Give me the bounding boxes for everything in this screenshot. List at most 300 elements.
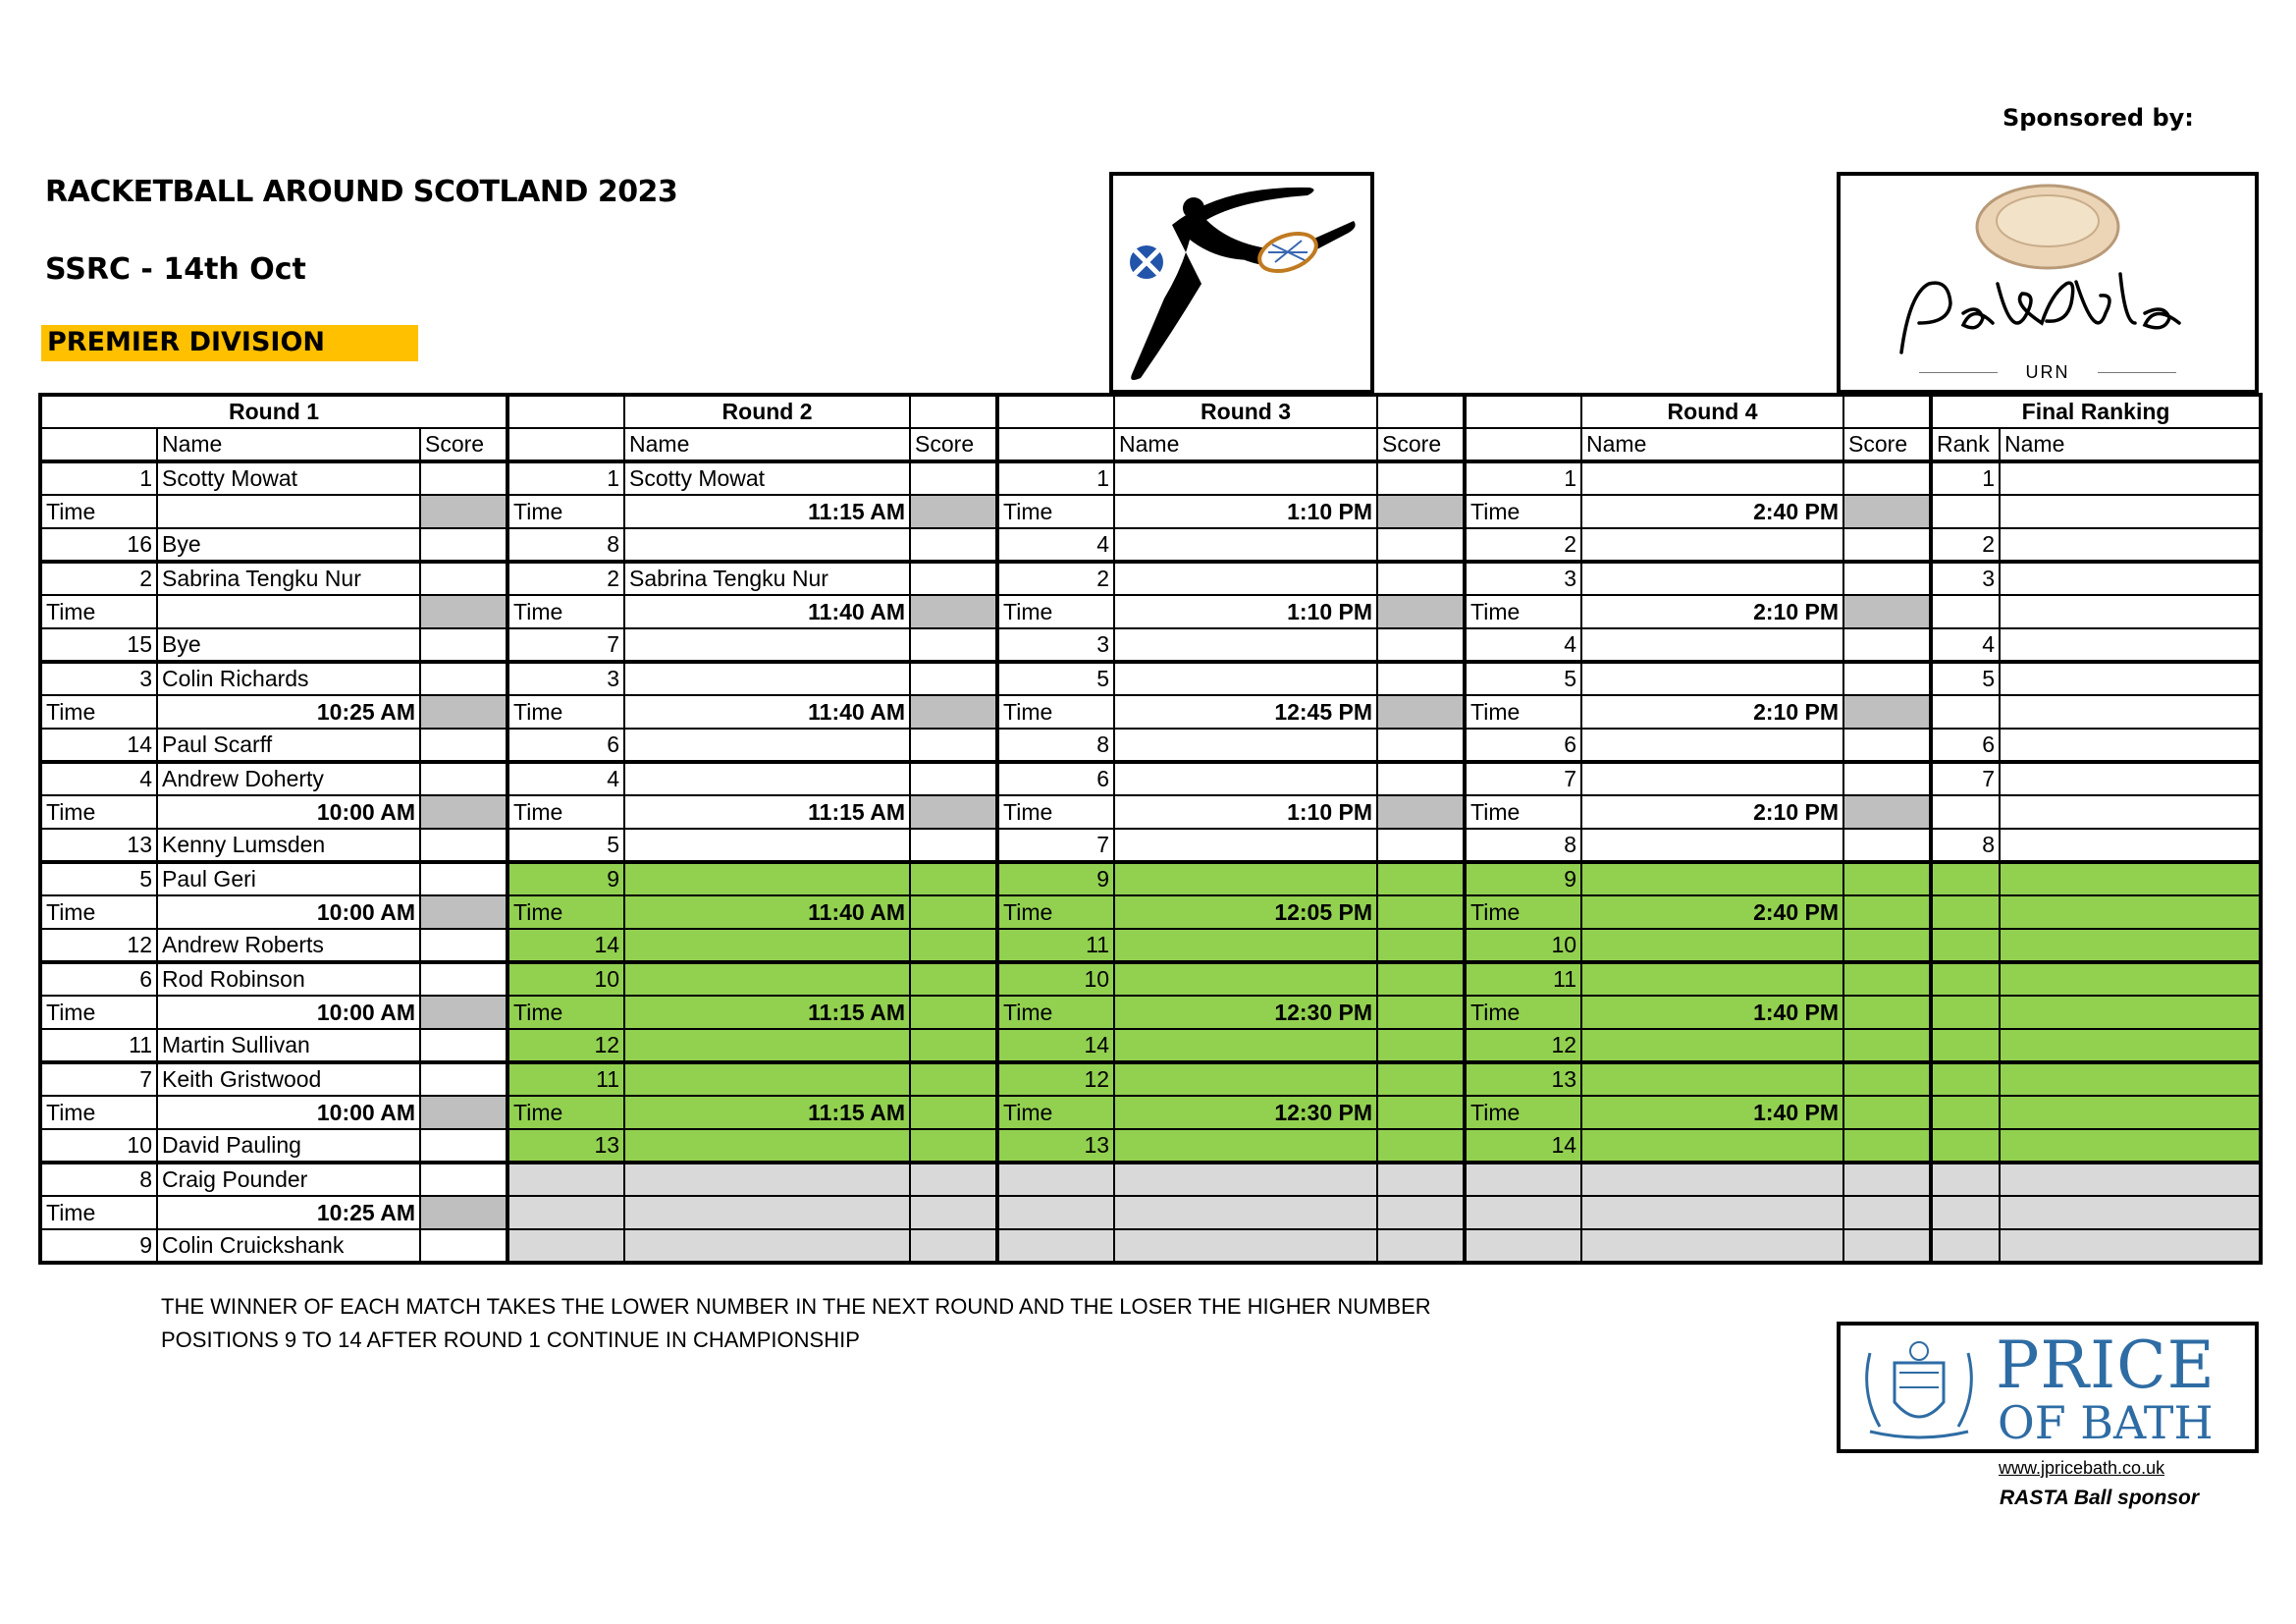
seed-number: 1 [1465, 461, 1581, 495]
empty-cell [1931, 595, 2000, 628]
score-cell[interactable] [1377, 528, 1465, 562]
table-row [40, 1096, 2261, 1129]
empty-cell [1581, 1163, 1843, 1196]
time-label: Time [40, 495, 157, 528]
empty-cell [40, 428, 157, 461]
column-score-header: Score [1843, 428, 1931, 461]
table-row [40, 929, 2261, 962]
player-name: Colin Richards [157, 662, 420, 695]
seed-number: 6 [1465, 729, 1581, 762]
empty-cell [624, 1196, 910, 1229]
score-cell[interactable] [910, 795, 997, 829]
player-name: Andrew Doherty [157, 762, 420, 795]
score-cell[interactable] [1843, 662, 1931, 695]
time-label: Time [997, 795, 1114, 829]
seed-number: 13 [997, 1129, 1114, 1163]
empty-cell [1114, 1196, 1377, 1229]
ranked-player-name[interactable] [2000, 1029, 2261, 1062]
seed-number: 10 [997, 962, 1114, 996]
empty-cell [910, 395, 997, 428]
ranked-player-name[interactable] [2000, 1196, 2261, 1229]
match-time: 2:10 PM [1581, 795, 1843, 829]
score-cell[interactable] [910, 829, 997, 862]
player-name: Paul Scarff [157, 729, 420, 762]
ranked-player-name[interactable] [2000, 895, 2261, 929]
seed-number: 7 [507, 628, 624, 662]
ranked-player-name[interactable] [2000, 762, 2261, 795]
score-cell[interactable] [1843, 829, 1931, 862]
player-name [1114, 929, 1377, 962]
score-cell[interactable] [1377, 628, 1465, 662]
score-cell[interactable] [420, 595, 507, 628]
player-name: Bye [157, 528, 420, 562]
score-cell[interactable] [910, 895, 997, 929]
seed-number: 11 [507, 1062, 624, 1096]
score-cell[interactable] [1843, 996, 1931, 1029]
ranked-player-name[interactable] [2000, 1129, 2261, 1163]
table-row [40, 729, 2261, 762]
player-name [624, 1062, 910, 1096]
ranked-player-name[interactable] [2000, 662, 2261, 695]
player-name: Bye [157, 628, 420, 662]
table-row [40, 829, 2261, 862]
score-cell[interactable] [1843, 929, 1931, 962]
seed-number: 12 [40, 929, 157, 962]
player-name [1114, 461, 1377, 495]
score-cell[interactable] [910, 528, 997, 562]
match-time: 12:45 PM [1114, 695, 1377, 729]
table-row [40, 562, 2261, 595]
ranked-player-name[interactable] [2000, 461, 2261, 495]
score-cell[interactable] [1377, 829, 1465, 862]
ranked-player-name[interactable] [2000, 729, 2261, 762]
round-4-header: Round 4 [1581, 395, 1843, 428]
player-name [1114, 628, 1377, 662]
score-cell[interactable] [1843, 795, 1931, 829]
score-cell[interactable] [1843, 762, 1931, 795]
score-cell[interactable] [1843, 729, 1931, 762]
ranked-player-name[interactable] [2000, 1229, 2261, 1263]
empty-cell [1465, 428, 1581, 461]
score-cell[interactable] [1843, 595, 1931, 628]
player-name: Sabrina Tengku Nur [157, 562, 420, 595]
score-cell[interactable] [1377, 595, 1465, 628]
seed-number: 4 [507, 762, 624, 795]
table-row [40, 628, 2261, 662]
empty-cell [997, 1229, 1114, 1263]
ranked-player-name[interactable] [2000, 829, 2261, 862]
score-cell[interactable] [420, 461, 507, 495]
ranked-player-name[interactable] [2000, 495, 2261, 528]
time-label: Time [997, 495, 1114, 528]
score-cell[interactable] [420, 695, 507, 729]
score-cell[interactable] [420, 962, 507, 996]
ranked-player-name[interactable] [2000, 962, 2261, 996]
column-name-header: Name [2000, 428, 2261, 461]
seed-number: 16 [40, 528, 157, 562]
empty-cell [1465, 1163, 1581, 1196]
seed-number: 4 [40, 762, 157, 795]
score-cell[interactable] [910, 729, 997, 762]
player-name [1581, 662, 1843, 695]
table-row [40, 595, 2261, 628]
time-label: Time [997, 695, 1114, 729]
player-name [1114, 528, 1377, 562]
time-label: Time [40, 895, 157, 929]
score-cell[interactable] [1377, 895, 1465, 929]
match-time: 12:05 PM [1114, 895, 1377, 929]
score-cell[interactable] [1377, 862, 1465, 895]
table-row [40, 1196, 2261, 1229]
score-cell[interactable] [910, 929, 997, 962]
score-cell[interactable] [910, 862, 997, 895]
time-label: Time [997, 1096, 1114, 1129]
empty-cell [1931, 1062, 2000, 1096]
seed-number: 3 [507, 662, 624, 695]
seed-number: 8 [1465, 829, 1581, 862]
score-cell[interactable] [910, 1129, 997, 1163]
ranked-player-name[interactable] [2000, 528, 2261, 562]
score-cell[interactable] [910, 461, 997, 495]
column-score-header: Score [1377, 428, 1465, 461]
score-cell[interactable] [1377, 996, 1465, 1029]
empty-cell [1843, 395, 1931, 428]
empty-cell [910, 1229, 997, 1263]
seed-number: 2 [997, 562, 1114, 595]
bracket-table [38, 393, 2263, 1265]
seed-number: 11 [997, 929, 1114, 962]
score-cell[interactable] [1843, 1129, 1931, 1163]
time-label: Time [997, 595, 1114, 628]
column-name-header: Name [624, 428, 910, 461]
score-cell[interactable] [910, 595, 997, 628]
player-name [1581, 729, 1843, 762]
player-name [1114, 662, 1377, 695]
empty-cell [1931, 1229, 2000, 1263]
seed-number: 9 [40, 1229, 157, 1263]
seed-number: 9 [1465, 862, 1581, 895]
seed-number: 13 [1465, 1062, 1581, 1096]
score-cell[interactable] [420, 1229, 507, 1263]
time-label: Time [507, 795, 624, 829]
score-cell[interactable] [1377, 1096, 1465, 1129]
player-name [1581, 862, 1843, 895]
score-cell[interactable] [1843, 962, 1931, 996]
seed-number: 1 [507, 461, 624, 495]
seed-number: 7 [40, 1062, 157, 1096]
ranked-player-name[interactable] [2000, 628, 2261, 662]
player-name [1581, 528, 1843, 562]
score-cell[interactable] [420, 1096, 507, 1129]
player-name [1581, 461, 1843, 495]
score-cell[interactable] [910, 695, 997, 729]
empty-cell [1931, 895, 2000, 929]
match-time: 11:15 AM [624, 795, 910, 829]
empty-cell [1931, 1163, 2000, 1196]
score-cell[interactable] [1377, 562, 1465, 595]
empty-cell [507, 1163, 624, 1196]
seed-number: 7 [997, 829, 1114, 862]
seed-number: 6 [507, 729, 624, 762]
empty-cell [507, 1229, 624, 1263]
table-row [40, 862, 2261, 895]
score-cell[interactable] [1377, 962, 1465, 996]
ranked-player-name[interactable] [2000, 595, 2261, 628]
empty-cell [1377, 1196, 1465, 1229]
score-cell[interactable] [910, 1029, 997, 1062]
empty-cell [624, 1229, 910, 1263]
division-label: PREMIER DIVISION [41, 325, 418, 361]
player-name: Scotty Mowat [624, 461, 910, 495]
match-time: 10:00 AM [157, 895, 420, 929]
ranked-player-name[interactable] [2000, 862, 2261, 895]
empty-cell [1581, 1229, 1843, 1263]
ranked-player-name[interactable] [2000, 1163, 2261, 1196]
player-name: Rod Robinson [157, 962, 420, 996]
seed-number: 14 [997, 1029, 1114, 1062]
score-cell[interactable] [910, 1062, 997, 1096]
score-cell[interactable] [910, 662, 997, 695]
score-cell[interactable] [1843, 695, 1931, 729]
match-time: 10:00 AM [157, 1096, 420, 1129]
match-time: 10:25 AM [157, 1196, 420, 1229]
score-cell[interactable] [910, 996, 997, 1029]
table-row [40, 1129, 2261, 1163]
score-cell[interactable] [910, 495, 997, 528]
match-time: 12:30 PM [1114, 1096, 1377, 1129]
ranked-player-name[interactable] [2000, 1096, 2261, 1129]
ranked-player-name[interactable] [2000, 996, 2261, 1029]
player-name [624, 1129, 910, 1163]
score-cell[interactable] [1377, 1029, 1465, 1062]
score-cell[interactable] [910, 1096, 997, 1129]
score-cell[interactable] [420, 662, 507, 695]
table-row [40, 1229, 2261, 1263]
seed-number: 4 [1465, 628, 1581, 662]
seed-number: 10 [507, 962, 624, 996]
ranked-player-name[interactable] [2000, 695, 2261, 729]
match-time [157, 495, 420, 528]
player-name [1114, 1129, 1377, 1163]
table-row [40, 662, 2261, 695]
seed-number: 2 [40, 562, 157, 595]
column-name-header: Name [1581, 428, 1843, 461]
score-cell[interactable] [1377, 695, 1465, 729]
score-cell[interactable] [1843, 528, 1931, 562]
seed-number: 12 [507, 1029, 624, 1062]
score-cell[interactable] [420, 528, 507, 562]
score-cell[interactable] [910, 762, 997, 795]
score-cell[interactable] [1843, 461, 1931, 495]
score-cell[interactable] [1843, 895, 1931, 929]
ranked-player-name[interactable] [2000, 1062, 2261, 1096]
price-of-bath-logo [1837, 1322, 2259, 1453]
event-subtitle: SSRC - 14th Oct [45, 252, 306, 287]
time-label: Time [1465, 1096, 1581, 1129]
score-cell[interactable] [420, 1029, 507, 1062]
player-name: Craig Pounder [157, 1163, 420, 1196]
ranked-player-name[interactable] [2000, 562, 2261, 595]
score-cell[interactable] [1843, 1096, 1931, 1129]
score-cell[interactable] [420, 996, 507, 1029]
score-cell[interactable] [1843, 628, 1931, 662]
score-cell[interactable] [420, 1062, 507, 1096]
player-name [624, 528, 910, 562]
match-time: 2:10 PM [1581, 695, 1843, 729]
player-name [1114, 1062, 1377, 1096]
column-score-header: Score [910, 428, 997, 461]
table-row [40, 495, 2261, 528]
empty-cell [507, 1196, 624, 1229]
score-cell[interactable] [1377, 929, 1465, 962]
score-cell[interactable] [1377, 1129, 1465, 1163]
rank-number: 4 [1931, 628, 2000, 662]
empty-cell [1377, 395, 1465, 428]
score-cell[interactable] [1843, 862, 1931, 895]
time-label: Time [1465, 695, 1581, 729]
player-name [624, 929, 910, 962]
seed-number: 10 [1465, 929, 1581, 962]
empty-cell [910, 1163, 997, 1196]
player-name: Sabrina Tengku Nur [624, 562, 910, 595]
score-cell[interactable] [420, 1163, 507, 1196]
score-cell[interactable] [1377, 729, 1465, 762]
match-time: 2:10 PM [1581, 595, 1843, 628]
rank-number: 5 [1931, 662, 2000, 695]
player-name [1114, 729, 1377, 762]
player-name [1114, 962, 1377, 996]
match-time: 1:40 PM [1581, 1096, 1843, 1129]
time-label: Time [1465, 795, 1581, 829]
score-cell[interactable] [420, 1196, 507, 1229]
score-cell[interactable] [420, 628, 507, 662]
seed-number: 8 [507, 528, 624, 562]
score-cell[interactable] [1377, 461, 1465, 495]
match-time: 10:00 AM [157, 795, 420, 829]
score-cell[interactable] [420, 862, 507, 895]
table-row [40, 962, 2261, 996]
score-cell[interactable] [420, 929, 507, 962]
empty-cell [1465, 395, 1581, 428]
score-cell[interactable] [420, 762, 507, 795]
empty-cell [1843, 1163, 1931, 1196]
divider [2098, 372, 2176, 373]
score-cell[interactable] [910, 962, 997, 996]
time-label: Time [507, 595, 624, 628]
rules-note-1: THE WINNER OF EACH MATCH TAKES THE LOWER NUMBER IN THE NEXT ROUND AND THE LOSER THE HIGHER NUMBER [161, 1294, 1431, 1319]
score-cell[interactable] [420, 895, 507, 929]
player-name [1581, 1062, 1843, 1096]
rules-note-2: POSITIONS 9 TO 14 AFTER ROUND 1 CONTINUE IN CHAMPIONSHIP [161, 1327, 860, 1352]
player-name [624, 962, 910, 996]
rank-number: 1 [1931, 461, 2000, 495]
score-cell[interactable] [1377, 495, 1465, 528]
player-name [1114, 762, 1377, 795]
score-cell[interactable] [910, 628, 997, 662]
score-cell[interactable] [420, 495, 507, 528]
score-cell[interactable] [1377, 1062, 1465, 1096]
score-cell[interactable] [910, 562, 997, 595]
seed-number: 10 [40, 1129, 157, 1163]
seed-number: 13 [40, 829, 157, 862]
seed-number: 11 [40, 1029, 157, 1062]
match-time: 11:40 AM [624, 695, 910, 729]
match-time: 12:30 PM [1114, 996, 1377, 1029]
empty-cell [1843, 1196, 1931, 1229]
table-row [40, 795, 2261, 829]
empty-cell [1581, 1196, 1843, 1229]
empty-cell [1377, 1163, 1465, 1196]
player-name [1581, 1129, 1843, 1163]
score-cell[interactable] [1377, 662, 1465, 695]
seed-number: 6 [997, 762, 1114, 795]
match-time: 10:00 AM [157, 996, 420, 1029]
empty-cell [1931, 795, 2000, 829]
column-score-header: Score [420, 428, 507, 461]
of-bath-text: OF BATH [1998, 1396, 2214, 1449]
score-cell[interactable] [1377, 762, 1465, 795]
seed-number: 15 [40, 628, 157, 662]
player-name: Andrew Roberts [157, 929, 420, 962]
score-cell[interactable] [420, 1129, 507, 1163]
final-ranking-header: Final Ranking [1931, 395, 2261, 428]
empty-cell [1931, 862, 2000, 895]
score-cell[interactable] [420, 795, 507, 829]
score-cell[interactable] [1843, 495, 1931, 528]
score-cell[interactable] [1843, 562, 1931, 595]
rank-number: 7 [1931, 762, 2000, 795]
player-name: Keith Gristwood [157, 1062, 420, 1096]
score-cell[interactable] [420, 829, 507, 862]
seed-number: 2 [507, 562, 624, 595]
table-row [40, 1062, 2261, 1096]
match-time: 11:15 AM [624, 996, 910, 1029]
seed-number: 3 [1465, 562, 1581, 595]
ranked-player-name[interactable] [2000, 929, 2261, 962]
match-time: 11:15 AM [624, 495, 910, 528]
empty-cell [1931, 996, 2000, 1029]
score-cell[interactable] [1377, 795, 1465, 829]
score-cell[interactable] [420, 562, 507, 595]
score-cell[interactable] [1843, 1062, 1931, 1096]
match-time: 2:40 PM [1581, 895, 1843, 929]
seed-number: 14 [40, 729, 157, 762]
player-name: Kenny Lumsden [157, 829, 420, 862]
empty-cell [997, 1163, 1114, 1196]
pebble-icon [1841, 176, 2255, 390]
empty-cell [1931, 1096, 2000, 1129]
time-label: Time [507, 895, 624, 929]
time-label: Time [507, 996, 624, 1029]
time-label: Time [997, 996, 1114, 1029]
match-time: 11:40 AM [624, 895, 910, 929]
player-name: Scotty Mowat [157, 461, 420, 495]
empty-cell [1114, 1229, 1377, 1263]
empty-cell [910, 1196, 997, 1229]
sponsor-link[interactable]: www.jpricebath.co.uk [1999, 1458, 2165, 1478]
time-label: Time [1465, 996, 1581, 1029]
score-cell[interactable] [420, 729, 507, 762]
match-time: 1:10 PM [1114, 795, 1377, 829]
time-label: Time [1465, 495, 1581, 528]
ranked-player-name[interactable] [2000, 795, 2261, 829]
score-cell[interactable] [1843, 1029, 1931, 1062]
round-3-header: Round 3 [1114, 395, 1377, 428]
empty-cell [997, 1196, 1114, 1229]
empty-cell [997, 428, 1114, 461]
match-time: 1:10 PM [1114, 495, 1377, 528]
match-time: 1:40 PM [1581, 996, 1843, 1029]
